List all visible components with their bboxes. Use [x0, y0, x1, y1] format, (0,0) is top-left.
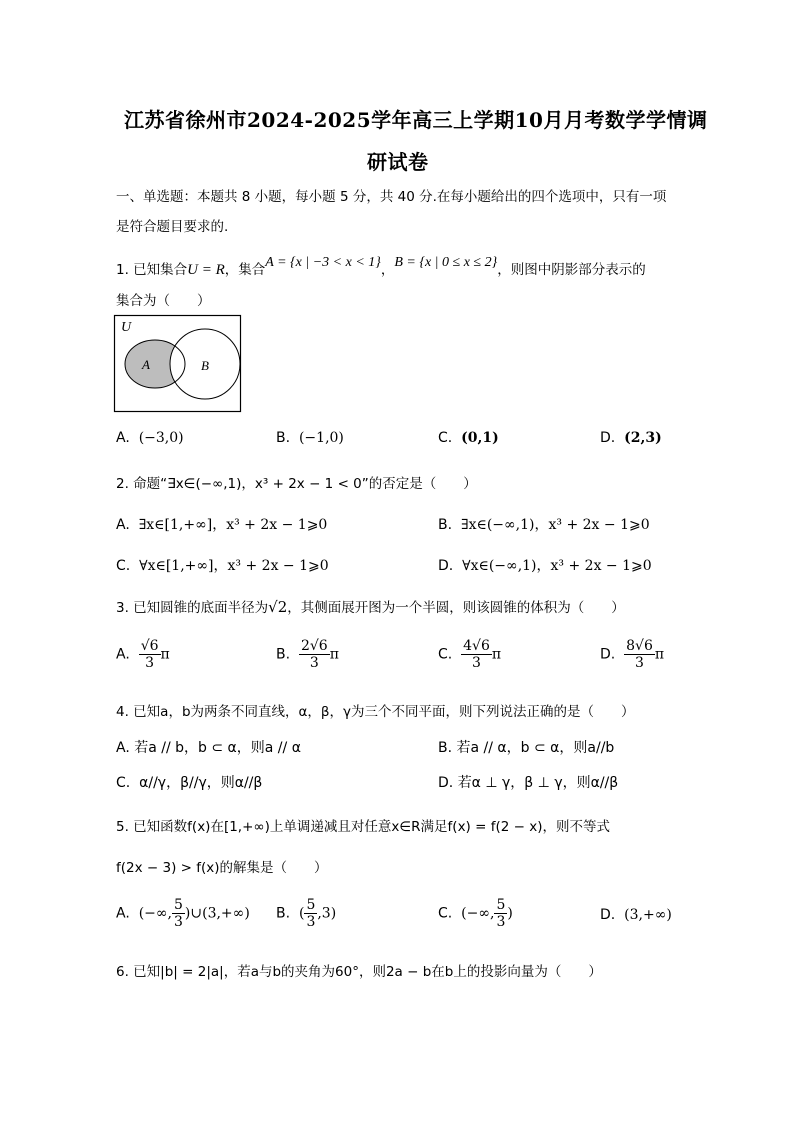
q1-set-a: A = {x | −3 < x < 1}: [265, 255, 381, 270]
q5-stem-line2: f(2x − 3) > f(x)的解集是（ ）: [116, 860, 328, 876]
q1-stem-c: ，则图中阴影部分表示的: [497, 262, 646, 278]
option-letter: C.: [438, 905, 453, 922]
option-letter: B.: [276, 905, 291, 922]
q3-stem: [116, 596, 625, 616]
interval-open: (−∞,: [461, 905, 495, 922]
q5-option-a[interactable]: [116, 897, 250, 930]
fraction-denominator: 3: [635, 655, 644, 671]
q2-stem: 2. 命题“∃x∈(−∞,1)，x³ + 2x − 1 < 0”的否定是（ ）: [116, 476, 477, 492]
page-title-line2: 研试卷: [367, 150, 429, 174]
option-letter: C.: [116, 775, 131, 791]
interval-close: ,3): [317, 905, 337, 922]
option-fraction: [494, 897, 507, 930]
fraction-numerator: 4√6: [463, 638, 490, 654]
option-fraction: [624, 638, 655, 671]
interval-close: ): [507, 905, 513, 922]
fraction-numerator: 5: [306, 897, 316, 913]
q4-option-c[interactable]: [116, 772, 262, 792]
option-fraction: [461, 638, 492, 671]
q3-option-d[interactable]: [600, 638, 664, 671]
option-letter: A.: [116, 740, 130, 756]
option-text: (0,1): [461, 430, 499, 446]
option-text: 若a // α，b ⊂ α，则a//b: [456, 740, 615, 756]
q2-option-c[interactable]: [116, 555, 329, 575]
fraction-numerator: 5: [174, 897, 183, 913]
option-fraction: [139, 638, 161, 671]
q6-stem: 6. 已知|b| = 2|a|，若a与b的夹角为60°，则2a − b在b上的投影向量为（ ）: [116, 964, 602, 980]
option-letter: A.: [116, 430, 130, 446]
fraction-denominator: 3: [174, 914, 183, 930]
q1-universal-set: U = R: [187, 262, 225, 278]
option-letter: A.: [116, 646, 130, 663]
interval-open: (−∞,: [138, 905, 172, 922]
fraction-numerator: √6: [140, 638, 159, 654]
option-letter: D.: [600, 907, 616, 923]
q1-option-d[interactable]: [600, 430, 662, 446]
q3-stem-a: 3. 已知圆锥的底面半径为: [116, 600, 269, 616]
q2-option-b[interactable]: [438, 514, 650, 534]
option-letter: B.: [438, 740, 453, 756]
interval-open: (: [298, 905, 305, 922]
option-text: 若a // b，b ⊂ α，则a // α: [134, 740, 301, 756]
option-fraction: [304, 897, 317, 930]
option-letter: B.: [438, 517, 453, 533]
q3-option-a[interactable]: [116, 638, 170, 671]
option-letter: A.: [116, 905, 130, 922]
q3-option-b[interactable]: [276, 638, 339, 671]
option-fraction: [172, 897, 185, 930]
q4-option-b[interactable]: [438, 737, 614, 757]
option-text: ∃x∈[1,+∞]，x³ + 2x − 1⩾0: [138, 517, 328, 533]
q5-option-b[interactable]: [276, 897, 336, 930]
fraction-numerator: 5: [496, 897, 506, 913]
option-text: ∀x∈(−∞,1)，x³ + 2x − 1⩾0: [462, 558, 652, 574]
q1-option-a[interactable]: [116, 430, 184, 446]
venn-diagram: [113, 314, 243, 414]
q5-option-c[interactable]: [438, 897, 513, 930]
fraction-denominator: 3: [472, 655, 481, 671]
q4-stem: 4. 已知a，b为两条不同直线，α，β，γ为三个不同平面，则下列说法正确的是（ ）: [116, 704, 635, 720]
option-letter: A.: [116, 517, 130, 533]
option-pi: π: [329, 646, 339, 663]
interval-close: )∪(3,+∞): [184, 905, 250, 922]
venn-label-u: U: [121, 320, 132, 335]
q1-option-b[interactable]: [276, 430, 344, 446]
option-letter: D.: [600, 430, 616, 446]
q3-option-c[interactable]: [438, 638, 501, 671]
option-letter: C.: [116, 558, 131, 574]
q3-radius: √2: [268, 598, 288, 616]
fraction-denominator: 3: [145, 655, 155, 671]
option-pi: π: [491, 646, 502, 663]
q1-option-c[interactable]: [438, 430, 499, 446]
q3-stem-b: ，其侧面展开图为一个半圆，则该圆锥的体积为（ ）: [287, 600, 625, 616]
fraction-denominator: 3: [309, 655, 319, 671]
option-pi: π: [160, 646, 170, 663]
fraction-numerator: 8√6: [626, 638, 653, 654]
q4-option-d[interactable]: [438, 772, 618, 792]
option-letter: D.: [438, 775, 454, 791]
q2-option-d[interactable]: [438, 555, 652, 575]
q1-stem-a: 1. 已知集合: [116, 262, 188, 278]
fraction-numerator: 2√6: [300, 638, 328, 654]
q1-comma: ，: [380, 262, 395, 278]
q5-stem-line1: 5. 已知函数f(x)在[1,+∞)上单调递减且对任意x∈R满足f(x) = f(2 − x)，则不等式: [116, 819, 610, 835]
option-pi: π: [654, 646, 665, 663]
option-text: (−3,0): [138, 430, 184, 446]
q1-set-b: B = {x | 0 ≤ x ≤ 2}: [394, 255, 498, 270]
option-fraction: [299, 638, 330, 671]
venn-label-a: A: [142, 357, 150, 372]
q2-option-a[interactable]: [116, 514, 327, 534]
q1-stem-line1: [116, 255, 646, 279]
venn-label-b: B: [201, 358, 209, 373]
option-text: α//γ，β//γ，则α//β: [139, 775, 263, 791]
option-text: (3,+∞): [624, 907, 672, 923]
option-text: (−1,0): [298, 430, 344, 446]
option-letter: B.: [276, 646, 291, 663]
option-letter: D.: [600, 646, 616, 663]
option-letter: C.: [438, 430, 453, 446]
option-text: ∀x∈[1,+∞]，x³ + 2x − 1⩾0: [139, 558, 329, 574]
option-letter: B.: [276, 430, 291, 446]
q1-stem-b: ，集合: [224, 262, 266, 278]
option-text: (2,3): [624, 430, 662, 446]
option-letter: C.: [438, 646, 453, 663]
page-title-line1: 江苏省徐州市2024-2025学年高三上学期10月月考数学学情调: [124, 108, 708, 132]
section-header-line1: 一、单选题：本题共 8 小题，每小题 5 分，共 40 分.在每小题给出的四个选项中，只有一项: [116, 189, 667, 205]
option-text: 若α ⊥ γ，β ⊥ γ，则α//β: [457, 775, 619, 791]
q5-option-d[interactable]: [600, 907, 672, 923]
q4-option-a[interactable]: [116, 737, 301, 757]
q1-stem-line2: 集合为（ ）: [116, 293, 211, 309]
option-text: ∃x∈(−∞,1)，x³ + 2x − 1⩾0: [460, 517, 650, 533]
fraction-denominator: 3: [306, 914, 316, 930]
option-letter: D.: [438, 558, 454, 574]
section-header-line2: 是符合题目要求的.: [116, 219, 229, 235]
fraction-denominator: 3: [496, 914, 506, 930]
